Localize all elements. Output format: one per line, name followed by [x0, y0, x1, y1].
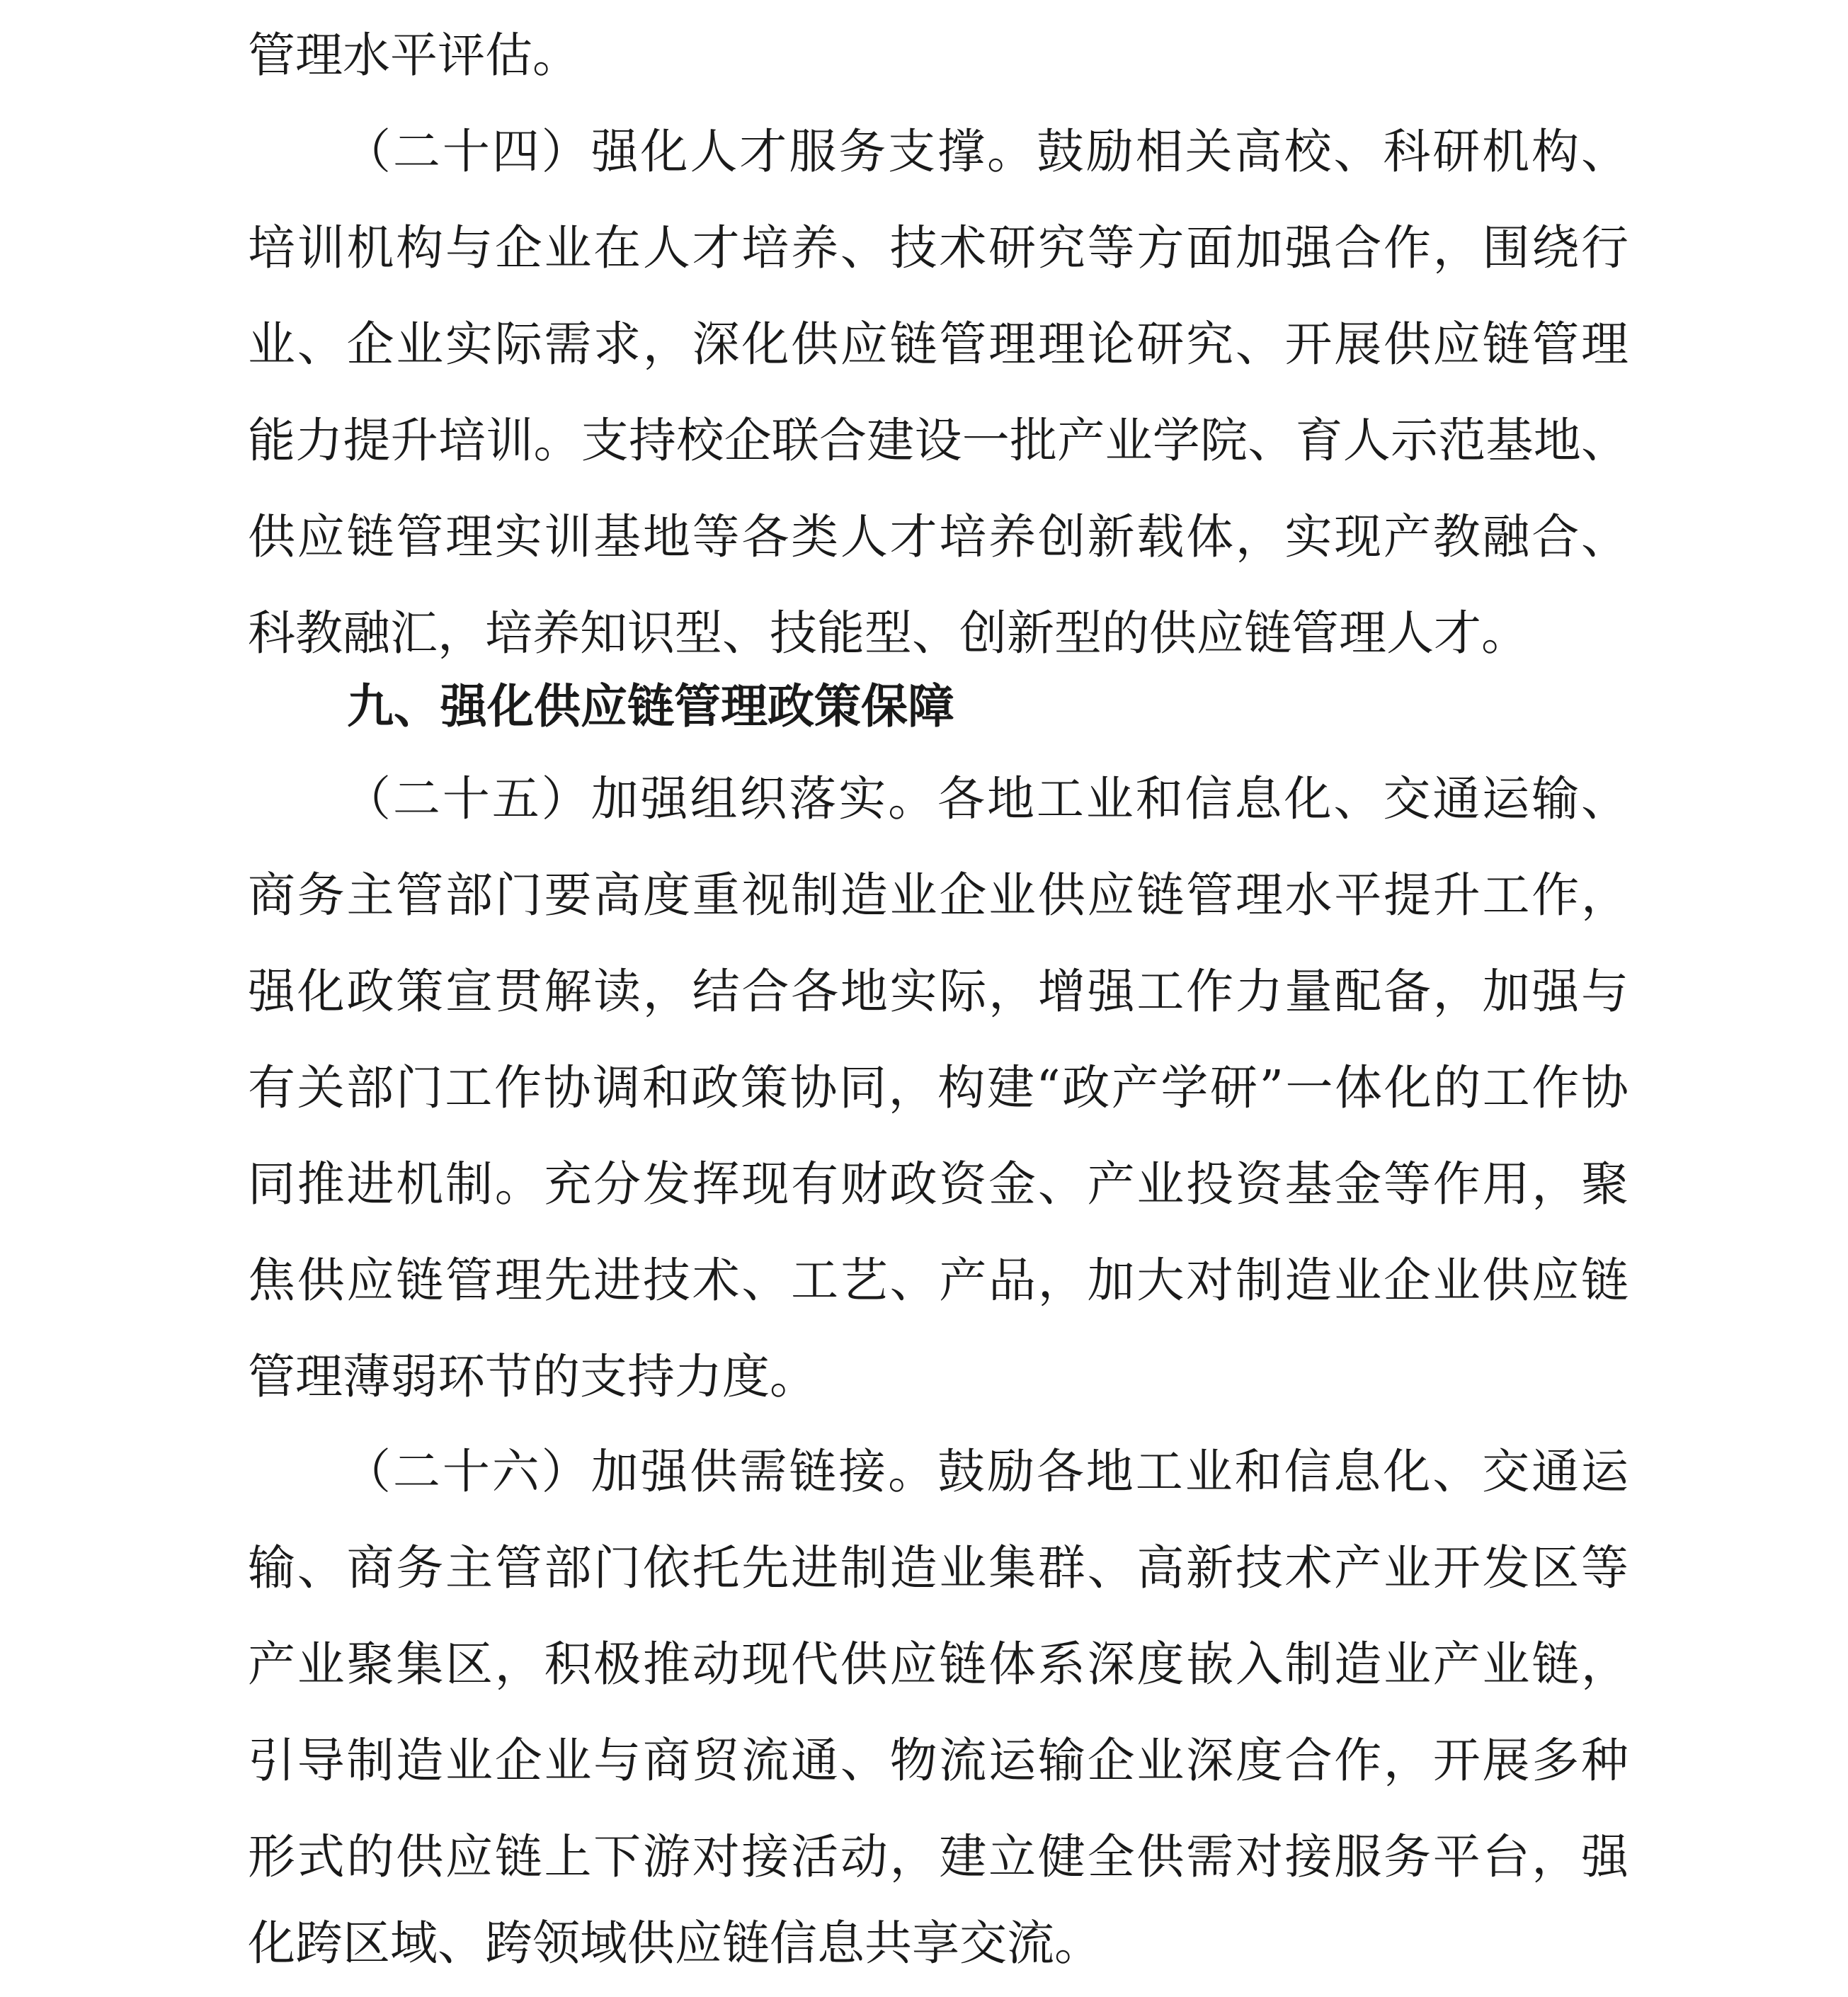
paragraph-line: 管理水平评估。	[248, 28, 580, 83]
paragraph-line: （二十四）强化人才服务支撑。鼓励相关高校、科研机构、	[343, 124, 1629, 179]
paragraph-line: 商务主管部门要高度重视制造业企业供应链管理水平提升工作，	[248, 867, 1629, 923]
paragraph-line: 管理薄弱环节的支持力度。	[248, 1349, 817, 1404]
paragraph-line: 化跨区域、跨领域供应链信息共享交流。	[248, 1916, 1102, 1971]
paragraph-line: 形式的供应链上下游对接活动，建立健全供需对接服务平台，强	[248, 1829, 1629, 1884]
paragraph-line: （二十五）加强组织落实。各地工业和信息化、交通运输、	[343, 771, 1629, 826]
paragraph-line: （二十六）加强供需链接。鼓励各地工业和信息化、交通运	[343, 1444, 1629, 1499]
paragraph-line: 输、商务主管部门依托先进制造业集群、高新技术产业开发区等	[248, 1540, 1629, 1595]
paragraph-line: 业、企业实际需求，深化供应链管理理论研究、开展供应链管理	[248, 317, 1629, 372]
paragraph-line: 科教融汇，培养知识型、技能型、创新型的供应链管理人才。	[248, 605, 1529, 661]
paragraph-line: 产业聚集区，积极推动现代供应链体系深度嵌入制造业产业链，	[248, 1637, 1629, 1692]
paragraph-line: 强化政策宣贯解读，结合各地实际，增强工作力量配备，加强与	[248, 964, 1629, 1019]
paragraph-line: 培训机构与企业在人才培养、技术研究等方面加强合作，围绕行	[248, 220, 1629, 275]
paragraph-line: 焦供应链管理先进技术、工艺、产品，加大对制造业企业供应链	[248, 1253, 1629, 1308]
paragraph-line: 引导制造业企业与商贸流通、物流运输企业深度合作，开展多种	[248, 1733, 1629, 1788]
paragraph-line: 能力提升培训。支持校企联合建设一批产业学院、育人示范基地、	[248, 413, 1629, 468]
paragraph-line: 同推进机制。充分发挥现有财政资金、产业投资基金等作用，聚	[248, 1156, 1629, 1212]
section-heading: 九、强化供应链管理政策保障	[347, 679, 954, 734]
paragraph-line: 有关部门工作协调和政策协同，构建“政产学研”一体化的工作协	[248, 1060, 1629, 1115]
paragraph-line: 供应链管理实训基地等各类人才培养创新载体，实现产教融合、	[248, 509, 1629, 564]
